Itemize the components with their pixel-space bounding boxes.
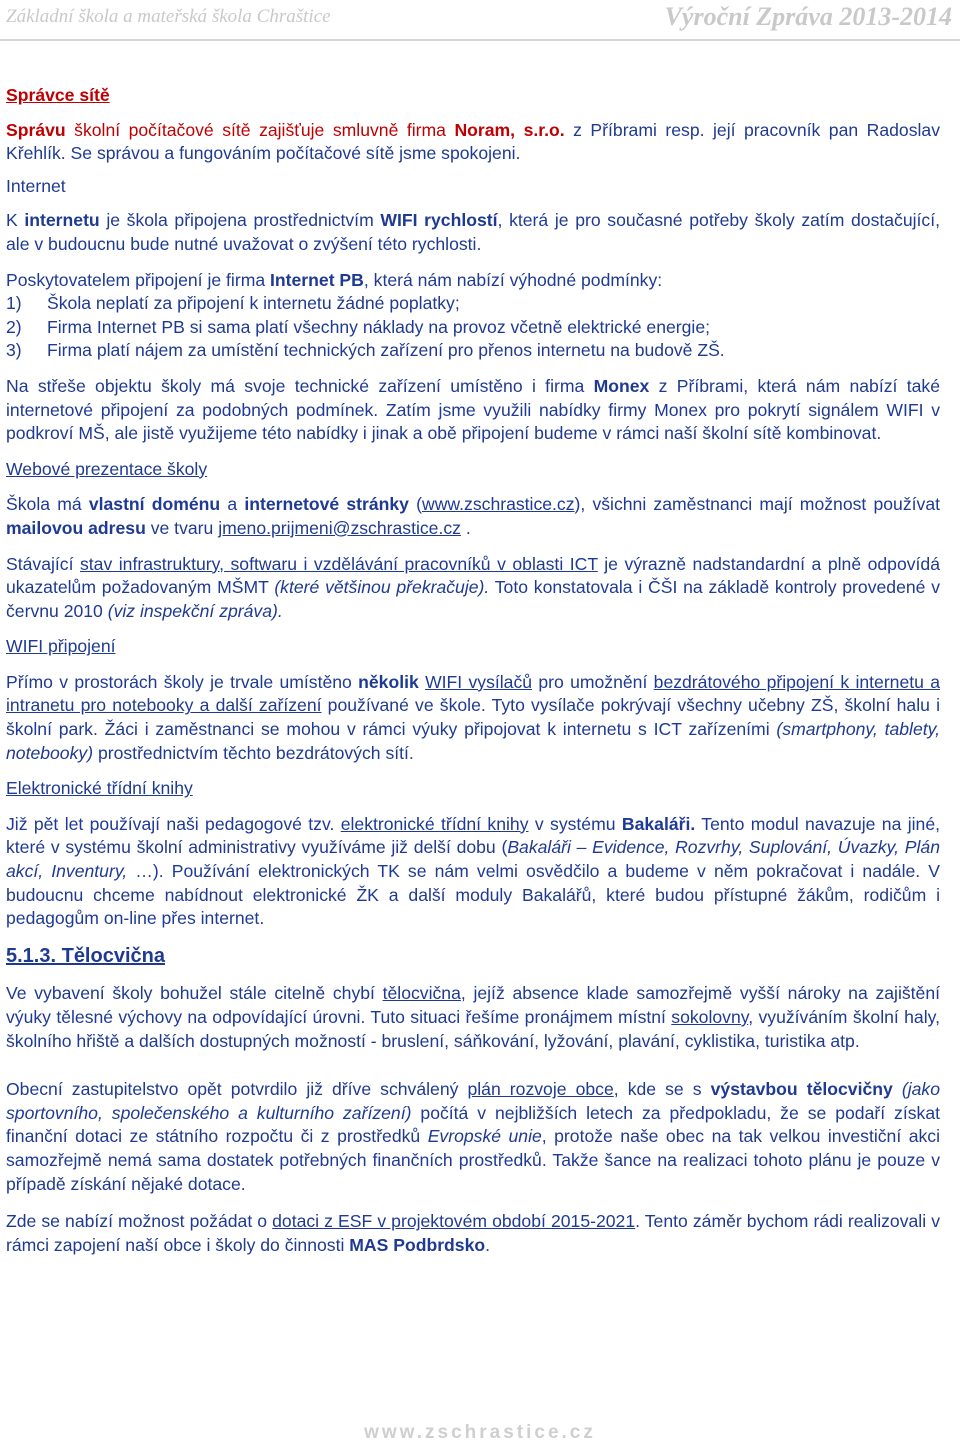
- text-span: Evropské unie: [427, 1126, 542, 1147]
- text-span: Správu: [6, 119, 66, 140]
- section-heading-web: [6, 458, 940, 482]
- website-link[interactable]: www.zschrastice.cz: [422, 494, 575, 515]
- list-number: 3): [6, 340, 22, 361]
- text-span: MAS Podbrdsko: [349, 1234, 486, 1255]
- text-span: Škola má: [6, 494, 89, 515]
- text-span: , jejíž absence klade samozřejmě vyšší nároky na zajištění výuky tělesné výchovy na odpovídající úrovni. Tuto situaci řešíme pronájmem místní: [6, 983, 940, 1027]
- conditions-list: [6, 292, 940, 363]
- text-span: , která nám nabízí výhodné podmínky:: [363, 269, 663, 290]
- section-heading-telocvicna: [6, 945, 940, 969]
- text-span: , protože naše obec na tak velkou investiční akci samozřejmě nemá sama dostatek potřebných finančních prostředků. Takže šance na realizaci tohoto plánu je pouze v případě získání nějaké dotace.: [6, 1126, 940, 1194]
- text-span: počítá v nejbližších letech za předpokladu, že se podaří získat finanční dotaci ze státního rozpočtu či z prostředků: [6, 1102, 941, 1147]
- text-span: .: [485, 1234, 491, 1255]
- text-span: (jako sportovního, společenského a kulturního zařízení): [6, 1079, 941, 1123]
- paragraph-web-1: [6, 493, 940, 540]
- footer-website: www.zschrastice.cz: [364, 1422, 596, 1443]
- document-body: [6, 84, 940, 1257]
- text-span: WIFI rychlostí: [380, 210, 498, 231]
- text-span: Internet PB: [270, 269, 364, 290]
- text-span: Ve vybavení školy bohužel stále citelně chybí: [6, 983, 383, 1004]
- text-span: tělocvična: [382, 983, 461, 1004]
- text-span: z Příbrami, která nám nabízí také internetové připojení za podobných podmínek. Zatím jsme využili nabídky firmy Monex pro pokrytí signálem WIFI v podkroví MŠ, ale jistě využijeme této nabídky i jinak a obě připojení budeme v rámci naší školní sítě kombinovat.: [6, 375, 940, 444]
- heading-spravce-site: Správce sítě: [6, 85, 110, 105]
- text-span: sokolovny: [671, 1007, 749, 1027]
- text-span: Poskytovatelem připojení je firma: [6, 269, 271, 290]
- text-span: a: [220, 494, 245, 515]
- text-span: používané ve škole. Tyto vysílače pokrývají všechny učebny ZŠ, školní halu i školní park. Žáci i zaměstnanci se mohou v rámci výuky připojovat k internetu s ICT zařízeními: [6, 695, 940, 740]
- section-heading-knihy: [6, 777, 940, 801]
- text-span: Zde se nabízí možnost požádat o: [6, 1211, 273, 1232]
- text-span: WIFI vysílačů: [425, 671, 533, 692]
- text-span: , kde se s: [613, 1079, 711, 1100]
- text-span: dotaci z ESF v projektovém období 2015-2021: [272, 1211, 636, 1232]
- page-header: [0, 0, 960, 40]
- heading-internet: Internet: [6, 175, 66, 196]
- text-span: (které většinou překračuje).: [274, 577, 490, 598]
- heading-wifi: WIFI připojení: [6, 636, 116, 657]
- paragraph-telocvicna-1: [6, 982, 940, 1053]
- text-span: elektronické třídní knihy: [340, 813, 529, 834]
- list-text: Škola neplatí za připojení k internetu žádné poplatky;: [47, 293, 460, 314]
- section-heading-wifi: [6, 635, 940, 659]
- list-item: [6, 292, 940, 316]
- text-span: je škola připojena prostřednictvím: [99, 210, 381, 231]
- list-number: 1): [6, 293, 22, 314]
- text-span: Na střeše objektu školy má svoje technické zařízení umístěno i firma: [6, 375, 594, 396]
- text-span: K: [6, 210, 25, 231]
- text-span: Tento modul navazuje na jiné, které v systému školní administrativy využíváme již delší dobu (: [6, 813, 940, 858]
- text-span: v systému: [528, 813, 622, 834]
- text-span: z Příbrami resp. její pracovník pan Radoslav Křehlík. Se správou a fungováním počítačové sítě jsme spokojeni.: [6, 119, 940, 164]
- text-span: ), všichni zaměstnanci mají možnost používat: [574, 494, 940, 515]
- paragraph-internet-2: [6, 269, 940, 293]
- text-span: .: [460, 517, 471, 538]
- header-report-title: Výroční Zpráva 2013-2014: [664, 2, 952, 31]
- heading-web: Webové prezentace školy: [6, 458, 208, 479]
- text-span: Bakaláři.: [621, 813, 696, 834]
- text-span: prostřednictvím těchto bezdrátových sítí.: [93, 742, 414, 763]
- paragraph-telocvicna-3: [6, 1210, 940, 1257]
- text-span: …). Používání elektronických TK se nám velmi osvědčilo a budeme v něm pokračovat i nadále. V budoucnu chceme nabídnout elektronické ŽK a další moduly Bakalářů, které budou přístupné žákům, rodičům i pedagogům on-line přes internet.: [6, 861, 940, 929]
- text-span: . Tento záměr bychom rádi realizovali v rámci zapojení naší obce i školy do činnosti: [6, 1211, 940, 1255]
- text-span: Stávající: [6, 553, 80, 574]
- text-span: internetové stránky: [244, 494, 409, 515]
- header-school-name: Základní škola a mateřská škola Chraštice: [6, 6, 331, 27]
- section-heading-spravce: [6, 84, 940, 108]
- paragraph-spravce: [6, 119, 940, 166]
- email-link[interactable]: jmeno.prijmeni@zschrastice.cz: [218, 517, 461, 538]
- text-span: , využíváním školní haly, školního hřiště a dalších dostupných možností - bruslení, sáňkování, lyžování, plavání, cyklistika, turistika atp.: [6, 1007, 941, 1051]
- paragraph-internet-3: [6, 375, 940, 446]
- text-span: , která je pro současné potřeby školy zatím dostačující, ale v budoucnu bude nutné uvažovat o zvýšení této rychlosti.: [6, 210, 940, 254]
- header-divider: [0, 39, 960, 41]
- text-span: stav infrastruktury, softwaru i vzdělávání pracovníků v oblasti ICT: [79, 553, 598, 574]
- text-span: Monex: [593, 375, 650, 396]
- paragraph-web-2: [6, 553, 940, 624]
- text-span: několik: [358, 671, 419, 692]
- text-span: mailovou adresu: [6, 517, 146, 538]
- list-number: 2): [6, 316, 22, 337]
- text-span: Bakaláři – Evidence, Rozvrhy, Suplování, Úvazky, Plán akcí, Inventury,: [6, 837, 940, 882]
- list-item: [6, 339, 940, 363]
- text-span: Toto konstatovala i ČŠI na základě kontroly provedené v červnu 2010: [6, 577, 940, 621]
- section-heading-internet: [6, 175, 940, 199]
- paragraph-telocvicna-2: [6, 1078, 940, 1196]
- text-span: školní počítačové sítě zajišťuje smluvně firma: [65, 119, 455, 140]
- text-span: výstavbou tělocvičny: [710, 1079, 893, 1100]
- paragraph-knihy: [6, 813, 940, 931]
- heading-knihy: Elektronické třídní knihy: [6, 778, 193, 799]
- text-span: (viz inspekční zpráva).: [107, 600, 283, 621]
- text-span: Již pět let používají naši pedagogové tzv.: [6, 813, 341, 834]
- text-span: vlastní doménu: [88, 494, 221, 515]
- text-span: [893, 1079, 902, 1099]
- heading-telocvicna: 5.1.3. Tělocvična: [6, 944, 165, 967]
- text-span: Obecní zastupitelstvo opět potvrdilo již dříve schválený: [6, 1079, 468, 1100]
- list-item: [6, 316, 940, 340]
- text-span: Přímo v prostorách školy je trvale umístěno: [6, 671, 359, 692]
- text-span: bezdrátového připojení k internetu a intranetu pro notebooky a další zařízení: [6, 671, 941, 716]
- text-span: internetu: [24, 210, 100, 231]
- text-span: je výrazně nadstandardní a plně odpovídá ukazatelům požadovaným MŠMT: [6, 553, 940, 598]
- text-span: (: [408, 494, 423, 515]
- text-span: Noram, s.r.o.: [454, 119, 565, 140]
- list-text: Firma platí nájem za umístění technických zařízení pro přenos internetu na budově ZŠ.: [47, 340, 725, 361]
- text-span: ve tvaru: [145, 517, 219, 538]
- paragraph-internet-1: [6, 209, 940, 256]
- text-span: (smartphony, tablety, notebooky): [6, 719, 940, 763]
- list-text: Firma Internet PB si sama platí všechny náklady na provoz včetně elektrické energie;: [47, 316, 711, 337]
- text-span: pro umožnění: [532, 671, 654, 692]
- text-span: plán rozvoje obce: [467, 1079, 614, 1100]
- paragraph-wifi: [6, 671, 940, 765]
